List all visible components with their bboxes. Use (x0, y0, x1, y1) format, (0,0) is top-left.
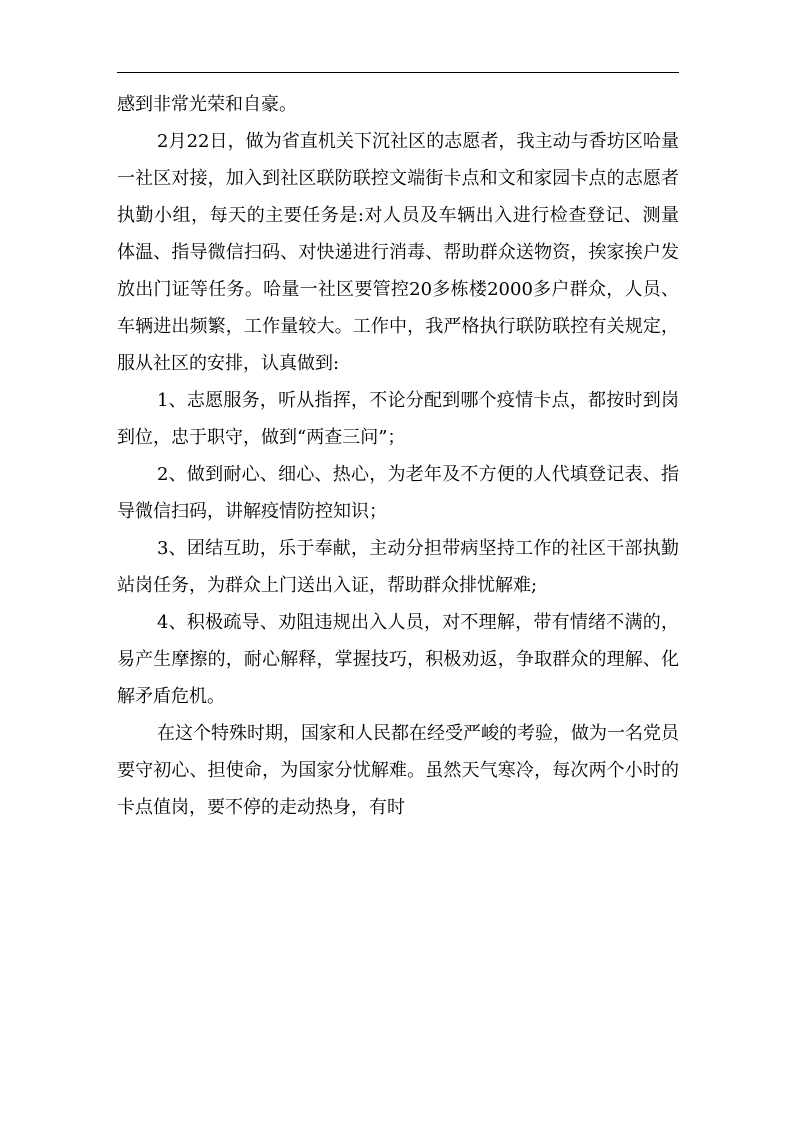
paragraph-item-1: 1、志愿服务，听从指挥，不论分配到哪个疫情卡点，都按时到岗到位，忠于职守，做到“两查三问”； (117, 390, 679, 448)
document-body (117, 86, 679, 826)
header-divider-line (117, 72, 679, 73)
paragraph-volunteer-duties: 2月22日，做为省直机关下沉社区的志愿者，我主动与香坊区哈量一社区对接，加入到社区联防联控文端街卡点和文和家园卡点的志愿者执勤小组，每天的主要任务是:对人员及车辆出入进行检查登记、测量体温、指导微信扫码、对快递进行消毒、帮助群众送物资，挨家挨户发放出门证等任务。哈量一社区要管控20多栋楼2000多户群众，人员、车辆进出频繁，工作量较大。工作中，我严格执行联防联控有关规定，服从社区的安排，认真做到: (117, 131, 679, 374)
paragraph-continuation: 感到非常光荣和自豪。 (117, 94, 297, 115)
paragraph-item-2: 2、做到耐心、细心、热心，为老年及不方便的人代填登记表、指导微信扫码，讲解疫情防控知识； (117, 464, 679, 522)
paragraph-special-period: 在这个特殊时期，国家和人民都在经受严峻的考验，做为一名党员要守初心、担使命，为国家分忧解难。虽然天气寒冷，每次两个小时的卡点值岗，要不停的走动热身，有时 (117, 723, 679, 818)
paragraph-item-3: 3、团结互助，乐于奉献，主动分担带病坚持工作的社区干部执勤站岗任务，为群众上门送出入证，帮助群众排忧解难; (117, 538, 679, 596)
paragraph-item-4: 4、积极疏导、劝阻违规出入人员，对不理解，带有情绪不满的，易产生摩擦的，耐心解释，掌握技巧，积极劝返，争取群众的理解、化解矛盾危机。 (117, 612, 679, 707)
